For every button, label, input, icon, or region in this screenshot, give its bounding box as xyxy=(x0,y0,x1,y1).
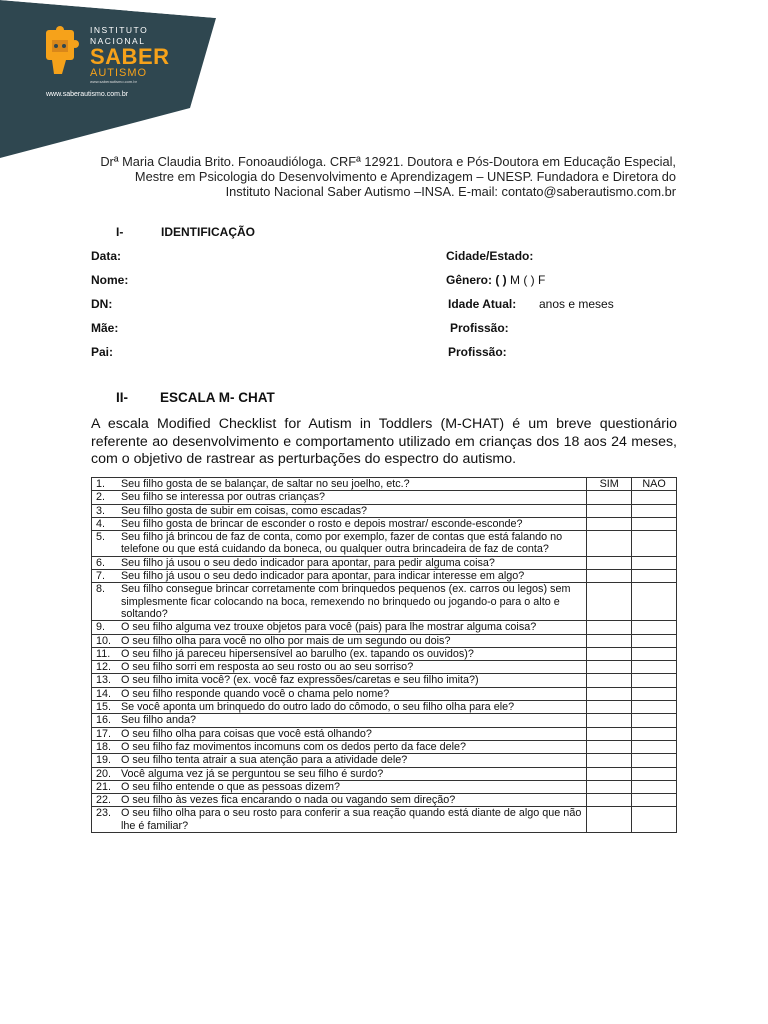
answer-nao-cell[interactable] xyxy=(632,634,677,647)
table-row-question: O seu filho tenta atrair a sua atenção para a atividade dele? xyxy=(119,754,587,767)
answer-nao-cell[interactable] xyxy=(632,701,677,714)
answer-nao-cell[interactable] xyxy=(632,570,677,583)
table-row-number: 13. xyxy=(92,674,119,687)
logo-line-saber: SABER xyxy=(90,44,170,69)
table-row-question: O seu filho já pareceu hipersensível ao barulho (ex. tapando os ouvidos)? xyxy=(119,647,587,660)
table-row-question: Seu filho se interessa por outras crianças? xyxy=(119,491,587,504)
answer-sim-cell[interactable] xyxy=(587,491,632,504)
answer-nao-cell[interactable] xyxy=(632,661,677,674)
table-row xyxy=(92,727,677,740)
field-cidade: Cidade/Estado: xyxy=(446,249,534,263)
table-row xyxy=(92,504,677,517)
field-data: Data: xyxy=(91,249,122,263)
table-row-question: Seu filho consegue brincar corretamente com brinquedos pequenos (ex. carros ou legos) sem simplesmente ficar colocando na boca, remexendo no brinquedo ou jogando-o para o alto e soltando? xyxy=(119,583,587,621)
table-row-number: 20. xyxy=(92,767,119,780)
author-line-3: Instituto Nacional Saber Autismo –INSA. E-mail: contato@saberautismo.com.br xyxy=(225,184,676,199)
answer-sim-cell[interactable] xyxy=(587,740,632,753)
table-row-number: 18. xyxy=(92,740,119,753)
table-row-question: O seu filho responde quando você o chama pelo nome? xyxy=(119,687,587,700)
table-row-question: Seu filho gosta de brincar de esconder o rosto e depois mostrar/ esconde-esconde? xyxy=(119,517,587,530)
answer-sim-cell[interactable] xyxy=(587,647,632,660)
genero-options: M ( ) F xyxy=(506,273,546,287)
table-row-number: 2. xyxy=(92,491,119,504)
section2-heading xyxy=(116,390,275,405)
table-row-question: Seu filho já usou o seu dedo indicador para apontar, para pedir alguma coisa? xyxy=(119,556,587,569)
answer-sim-cell[interactable] xyxy=(587,531,632,557)
idade-units: anos e meses xyxy=(539,297,614,311)
table-row xyxy=(92,780,677,793)
answer-sim-cell[interactable] xyxy=(587,661,632,674)
table-row-number: 22. xyxy=(92,794,119,807)
table-row-question: O seu filho faz movimentos incomuns com os dedos perto da face dele? xyxy=(119,740,587,753)
author-info xyxy=(76,154,676,199)
answer-sim-cell[interactable] xyxy=(587,727,632,740)
table-row-question: O seu filho às vezes fica encarando o nada ou vagando sem direção? xyxy=(119,794,587,807)
section2-title: ESCALA M- CHAT xyxy=(160,390,275,405)
section2-intro: A escala Modified Checklist for Autism in Toddlers (M-CHAT) é um breve questionário referente ao desenvolvimento e comportamento utilizado em crianças dos 18 aos 24 meses, com o objetivo de rastrear as perturbações do espectro do autismo. xyxy=(91,416,677,467)
answer-nao-cell[interactable] xyxy=(632,740,677,753)
table-row-question: O seu filho imita você? (ex. você faz expressões/caretas e seu filho imita?) xyxy=(119,674,587,687)
table-row-question: Seu filho já usou o seu dedo indicador para apontar, para indicar interesse em algo? xyxy=(119,570,587,583)
section1-number: I- xyxy=(116,225,124,239)
answer-nao-cell[interactable] xyxy=(632,504,677,517)
answer-nao-cell[interactable] xyxy=(632,807,677,833)
table-row xyxy=(92,556,677,569)
table-row xyxy=(92,491,677,504)
answer-nao-cell[interactable] xyxy=(632,647,677,660)
answer-sim-cell[interactable] xyxy=(587,687,632,700)
mchat-table xyxy=(91,477,677,833)
table-row-number: 12. xyxy=(92,661,119,674)
table-row-number: 17. xyxy=(92,727,119,740)
author-line-1: Drª Maria Claudia Brito. Fonoaudióloga. CRFª 12921. Doutora e Pós-Doutora em Educação Especial, xyxy=(100,154,676,169)
table-row-question: O seu filho olha para coisas que você está olhando? xyxy=(119,727,587,740)
table-row-number: 21. xyxy=(92,780,119,793)
table-row xyxy=(92,754,677,767)
table-row-question: Seu filho gosta de subir em coisas, como escadas? xyxy=(119,504,587,517)
answer-nao-cell[interactable] xyxy=(632,491,677,504)
table-row xyxy=(92,794,677,807)
field-pai: Pai: xyxy=(91,345,114,359)
table-row xyxy=(92,517,677,530)
answer-sim-cell[interactable] xyxy=(587,754,632,767)
table-row-question: O seu filho sorri em resposta ao seu rosto ou ao seu sorriso? xyxy=(119,661,587,674)
table-row xyxy=(92,531,677,557)
answer-sim-cell[interactable] xyxy=(587,517,632,530)
answer-nao-cell[interactable] xyxy=(632,780,677,793)
table-row-number: 3. xyxy=(92,504,119,517)
table-row xyxy=(92,583,677,621)
table-row-number: 9. xyxy=(92,621,119,634)
field-mae: Mãe: xyxy=(91,321,119,335)
table-row xyxy=(92,634,677,647)
answer-nao-cell[interactable] xyxy=(632,767,677,780)
answer-nao-cell[interactable] xyxy=(632,687,677,700)
table-row xyxy=(92,714,677,727)
answer-sim-cell[interactable] xyxy=(587,570,632,583)
table-row-number: 7. xyxy=(92,570,119,583)
field-dn: DN: xyxy=(91,297,113,311)
table-row-number: 4. xyxy=(92,517,119,530)
section2-number: II- xyxy=(116,390,128,405)
answer-sim-cell[interactable] xyxy=(587,621,632,634)
field-nome: Nome: xyxy=(91,273,129,287)
answer-sim-cell[interactable] xyxy=(587,767,632,780)
answer-nao-cell[interactable] xyxy=(632,794,677,807)
answer-nao-cell[interactable] xyxy=(632,556,677,569)
header-banner xyxy=(0,0,230,160)
answer-sim-cell[interactable] xyxy=(587,780,632,793)
puzzle-head-icon xyxy=(42,26,80,76)
table-row xyxy=(92,661,677,674)
table-row-number: 8. xyxy=(92,583,119,621)
table-row-number: 6. xyxy=(92,556,119,569)
answer-sim-cell[interactable] xyxy=(587,794,632,807)
logo xyxy=(42,25,170,96)
field-profissao-mae: Profissão: xyxy=(450,321,509,335)
table-row-question: Você alguma vez já se perguntou se seu filho é surdo? xyxy=(119,767,587,780)
table-row-number: 15. xyxy=(92,701,119,714)
site-url[interactable]: www.saberautismo.com.br xyxy=(46,91,129,98)
table-header-row xyxy=(92,478,677,491)
answer-nao-cell[interactable] xyxy=(632,517,677,530)
table-row-number: 14. xyxy=(92,687,119,700)
answer-sim-cell[interactable] xyxy=(587,714,632,727)
table-row xyxy=(92,687,677,700)
table-row-number: 10. xyxy=(92,634,119,647)
logo-line-nacional: NACIONAL xyxy=(90,35,146,46)
table-row-question: O seu filho olha para você no olho por mais de um segundo ou dois? xyxy=(119,634,587,647)
answer-nao-cell[interactable] xyxy=(632,531,677,557)
field-idade: Idade Atual: xyxy=(448,297,517,311)
table-row xyxy=(92,807,677,833)
answer-nao-cell[interactable] xyxy=(632,583,677,621)
answer-nao-cell[interactable] xyxy=(632,754,677,767)
table-row xyxy=(92,701,677,714)
column-sim-header: SIM xyxy=(587,478,632,491)
field-idade-units xyxy=(539,297,614,311)
table-row-number: 5. xyxy=(92,531,119,557)
table-row-question: Seu filho gosta de se balançar, de saltar no seu joelho, etc.? xyxy=(119,478,587,491)
answer-sim-cell[interactable] xyxy=(587,701,632,714)
logo-small-url: www.saberautismo.com.br xyxy=(90,79,137,84)
table-row xyxy=(92,647,677,660)
table-row xyxy=(92,570,677,583)
table-row-number: 11. xyxy=(92,647,119,660)
answer-nao-cell[interactable] xyxy=(632,674,677,687)
author-line-2: Mestre em Psicologia do Desenvolvimento e Aprendizagem – UNESP. Fundadora e Diretora do xyxy=(134,169,676,184)
column-nao-header: NAO xyxy=(632,478,677,491)
table-row-question: Seu filho já brincou de faz de conta, como por exemplo, fazer de contas que está falando no telefone ou que está cuidando da boneca, ou qualquer outra brincadeira de faz de conta? xyxy=(119,531,587,557)
table-row xyxy=(92,740,677,753)
table-row-question: O seu filho alguma vez trouxe objetos para você (pais) para lhe mostrar alguma coisa? xyxy=(119,621,587,634)
table-row-number: 23. xyxy=(92,807,119,833)
table-row-number: 1. xyxy=(92,478,119,491)
answer-sim-cell[interactable] xyxy=(587,504,632,517)
table-row xyxy=(92,621,677,634)
table-row-question: O seu filho entende o que as pessoas dizem? xyxy=(119,780,587,793)
answer-sim-cell[interactable] xyxy=(587,674,632,687)
table-row-question: Se você aponta um brinquedo do outro lado do cômodo, o seu filho olha para ele? xyxy=(119,701,587,714)
answer-nao-cell[interactable] xyxy=(632,727,677,740)
logo-line-autismo: AUTISMO xyxy=(90,67,148,79)
logo-line-instituto: INSTITUTO xyxy=(90,25,149,35)
table-row-question: Seu filho anda? xyxy=(119,714,587,727)
field-profissao-pai: Profissão: xyxy=(448,345,507,359)
answer-sim-cell[interactable] xyxy=(587,583,632,621)
answer-nao-cell[interactable] xyxy=(632,714,677,727)
genero-label: Gênero: ( ) xyxy=(446,273,507,287)
answer-sim-cell[interactable] xyxy=(587,807,632,833)
table-row xyxy=(92,767,677,780)
answer-sim-cell[interactable] xyxy=(587,556,632,569)
section1-title: IDENTIFICAÇÃO xyxy=(161,225,255,239)
table-row xyxy=(92,674,677,687)
answer-sim-cell[interactable] xyxy=(587,634,632,647)
table-row-number: 19. xyxy=(92,754,119,767)
field-genero xyxy=(446,273,545,287)
table-row-number: 16. xyxy=(92,714,119,727)
answer-nao-cell[interactable] xyxy=(632,621,677,634)
logo-text xyxy=(90,26,170,84)
table-row-question: O seu filho olha para o seu rosto para conferir a sua reação quando está diante de algo que não lhe é familiar? xyxy=(119,807,587,833)
